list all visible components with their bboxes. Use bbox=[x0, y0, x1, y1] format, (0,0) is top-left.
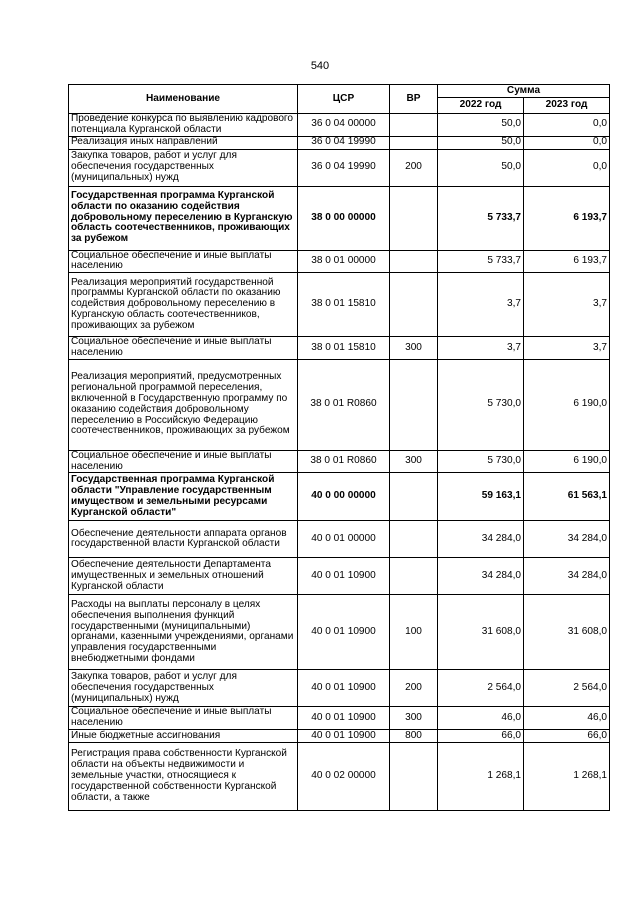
row-name-cell: Реализация иных направлений bbox=[69, 136, 298, 149]
row-vr-cell bbox=[390, 558, 438, 595]
row-vr-cell bbox=[390, 742, 438, 810]
row-csr-cell: 38 0 01 15810 bbox=[298, 337, 390, 360]
row-csr-cell: 36 0 04 00000 bbox=[298, 114, 390, 137]
row-amount-2022-cell: 5 733,7 bbox=[438, 250, 524, 273]
page-number: 540 bbox=[310, 60, 330, 72]
table-body bbox=[69, 114, 610, 811]
row-amount-2023-cell: 3,7 bbox=[524, 273, 610, 337]
row-amount-2023-cell: 6 193,7 bbox=[524, 250, 610, 273]
table-row bbox=[69, 273, 610, 337]
table-row bbox=[69, 186, 610, 250]
row-amount-2023-cell: 31 608,0 bbox=[524, 595, 610, 670]
row-amount-2023-cell: 6 193,7 bbox=[524, 186, 610, 250]
table-row bbox=[69, 136, 610, 149]
row-csr-cell: 40 0 00 00000 bbox=[298, 473, 390, 521]
row-amount-2022-cell: 2 564,0 bbox=[438, 670, 524, 707]
row-amount-2023-cell: 6 190,0 bbox=[524, 450, 610, 473]
row-name-cell: Социальное обеспечение и иные выплаты населению bbox=[69, 250, 298, 273]
row-vr-cell: 300 bbox=[390, 707, 438, 730]
row-vr-cell: 800 bbox=[390, 729, 438, 742]
row-csr-cell: 40 0 01 10900 bbox=[298, 729, 390, 742]
row-vr-cell: 200 bbox=[390, 149, 438, 186]
row-name-cell: Закупка товаров, работ и услуг для обеспечения государственных (муниципальных) нужд bbox=[69, 149, 298, 186]
row-name-cell: Проведение конкурса по выявлению кадрового потенциала Курганской области bbox=[69, 114, 298, 137]
row-name-cell: Иные бюджетные ассигнования bbox=[69, 729, 298, 742]
table-row bbox=[69, 250, 610, 273]
row-amount-2023-cell: 66,0 bbox=[524, 729, 610, 742]
row-vr-cell bbox=[390, 273, 438, 337]
row-csr-cell: 40 0 02 00000 bbox=[298, 742, 390, 810]
row-amount-2022-cell: 66,0 bbox=[438, 729, 524, 742]
table-row bbox=[69, 670, 610, 707]
row-amount-2023-cell: 34 284,0 bbox=[524, 521, 610, 558]
row-amount-2023-cell: 2 564,0 bbox=[524, 670, 610, 707]
table-row bbox=[69, 729, 610, 742]
table-row bbox=[69, 521, 610, 558]
row-name-cell: Реализация мероприятий, предусмотренных региональной программой переселения, включенной в Государственную программу по оказанию содействия добровольному переселению в Российскую Федерацию соотечественников, проживающих за рубежом bbox=[69, 359, 298, 450]
row-name-cell: Реализация мероприятий государственной программы Курганской области по оказанию содействия добровольному переселению в Курганскую область соотечественников, проживающих за рубежом bbox=[69, 273, 298, 337]
table-row bbox=[69, 337, 610, 360]
table-row bbox=[69, 359, 610, 450]
row-amount-2022-cell: 46,0 bbox=[438, 707, 524, 730]
row-name-cell: Обеспечение деятельности аппарата органов государственной власти Курганской области bbox=[69, 521, 298, 558]
table-row bbox=[69, 558, 610, 595]
row-amount-2023-cell: 34 284,0 bbox=[524, 558, 610, 595]
row-name-cell: Обеспечение деятельности Департамента имущественных и земельных отношений Курганской области bbox=[69, 558, 298, 595]
row-amount-2022-cell: 5 730,0 bbox=[438, 450, 524, 473]
row-name-cell: Социальное обеспечение и иные выплаты населению bbox=[69, 707, 298, 730]
row-csr-cell: 36 0 04 19990 bbox=[298, 149, 390, 186]
row-csr-cell: 38 0 01 00000 bbox=[298, 250, 390, 273]
table-row bbox=[69, 595, 610, 670]
row-name-cell: Государственная программа Курганской области "Управление государственным имуществом и земельными ресурсами Курганской области" bbox=[69, 473, 298, 521]
header-vr: ВР bbox=[390, 85, 438, 114]
row-amount-2023-cell: 1 268,1 bbox=[524, 742, 610, 810]
header-name: Наименование bbox=[69, 85, 298, 114]
row-amount-2022-cell: 34 284,0 bbox=[438, 521, 524, 558]
row-name-cell: Социальное обеспечение и иные выплаты населению bbox=[69, 337, 298, 360]
row-amount-2023-cell: 0,0 bbox=[524, 136, 610, 149]
row-csr-cell: 40 0 01 10900 bbox=[298, 707, 390, 730]
row-amount-2022-cell: 50,0 bbox=[438, 136, 524, 149]
table-row bbox=[69, 473, 610, 521]
row-vr-cell bbox=[390, 114, 438, 137]
row-amount-2023-cell: 61 563,1 bbox=[524, 473, 610, 521]
table-row bbox=[69, 114, 610, 137]
row-amount-2022-cell: 50,0 bbox=[438, 149, 524, 186]
table-row bbox=[69, 149, 610, 186]
row-vr-cell bbox=[390, 521, 438, 558]
row-amount-2023-cell: 46,0 bbox=[524, 707, 610, 730]
row-name-cell: Закупка товаров, работ и услуг для обеспечения государственных (муниципальных) нужд bbox=[69, 670, 298, 707]
row-amount-2023-cell: 3,7 bbox=[524, 337, 610, 360]
row-csr-cell: 38 0 01 R0860 bbox=[298, 450, 390, 473]
row-name-cell: Расходы на выплаты персоналу в целях обеспечения выполнения функций государственными (муниципальными) органами, казенными учреждениями, органами управления государственными внебюджетными фондами bbox=[69, 595, 298, 670]
table-row bbox=[69, 742, 610, 810]
row-amount-2023-cell: 6 190,0 bbox=[524, 359, 610, 450]
row-amount-2022-cell: 5 730,0 bbox=[438, 359, 524, 450]
row-amount-2022-cell: 3,7 bbox=[438, 273, 524, 337]
row-csr-cell: 38 0 00 00000 bbox=[298, 186, 390, 250]
row-vr-cell bbox=[390, 186, 438, 250]
row-vr-cell: 300 bbox=[390, 337, 438, 360]
row-vr-cell: 100 bbox=[390, 595, 438, 670]
row-vr-cell: 300 bbox=[390, 450, 438, 473]
row-csr-cell: 40 0 01 10900 bbox=[298, 558, 390, 595]
table-row bbox=[69, 707, 610, 730]
row-vr-cell: 200 bbox=[390, 670, 438, 707]
row-vr-cell bbox=[390, 136, 438, 149]
row-csr-cell: 36 0 04 19990 bbox=[298, 136, 390, 149]
row-vr-cell bbox=[390, 473, 438, 521]
table-row bbox=[69, 450, 610, 473]
row-csr-cell: 40 0 01 10900 bbox=[298, 595, 390, 670]
row-amount-2022-cell: 34 284,0 bbox=[438, 558, 524, 595]
row-amount-2023-cell: 0,0 bbox=[524, 149, 610, 186]
row-amount-2022-cell: 31 608,0 bbox=[438, 595, 524, 670]
row-amount-2022-cell: 3,7 bbox=[438, 337, 524, 360]
row-csr-cell: 40 0 01 00000 bbox=[298, 521, 390, 558]
row-amount-2022-cell: 5 733,7 bbox=[438, 186, 524, 250]
row-amount-2023-cell: 0,0 bbox=[524, 114, 610, 137]
header-sum: Сумма bbox=[438, 85, 610, 98]
row-vr-cell bbox=[390, 359, 438, 450]
header-year-2023: 2023 год bbox=[524, 98, 610, 114]
row-name-cell: Регистрация права собственности Курганской области на объекты недвижимости и земельные участки, относящиеся к государственной собственности Курганской области, а также bbox=[69, 742, 298, 810]
row-csr-cell: 40 0 01 10900 bbox=[298, 670, 390, 707]
row-amount-2022-cell: 50,0 bbox=[438, 114, 524, 137]
row-vr-cell bbox=[390, 250, 438, 273]
row-amount-2022-cell: 1 268,1 bbox=[438, 742, 524, 810]
row-name-cell: Социальное обеспечение и иные выплаты населению bbox=[69, 450, 298, 473]
header-year-2022: 2022 год bbox=[438, 98, 524, 114]
row-csr-cell: 38 0 01 R0860 bbox=[298, 359, 390, 450]
row-amount-2022-cell: 59 163,1 bbox=[438, 473, 524, 521]
row-name-cell: Государственная программа Курганской области по оказанию содействия добровольному переселению в Курганскую область соотечественников, проживающих за рубежом bbox=[69, 186, 298, 250]
header-csr: ЦСР bbox=[298, 85, 390, 114]
budget-table bbox=[68, 84, 610, 811]
row-csr-cell: 38 0 01 15810 bbox=[298, 273, 390, 337]
